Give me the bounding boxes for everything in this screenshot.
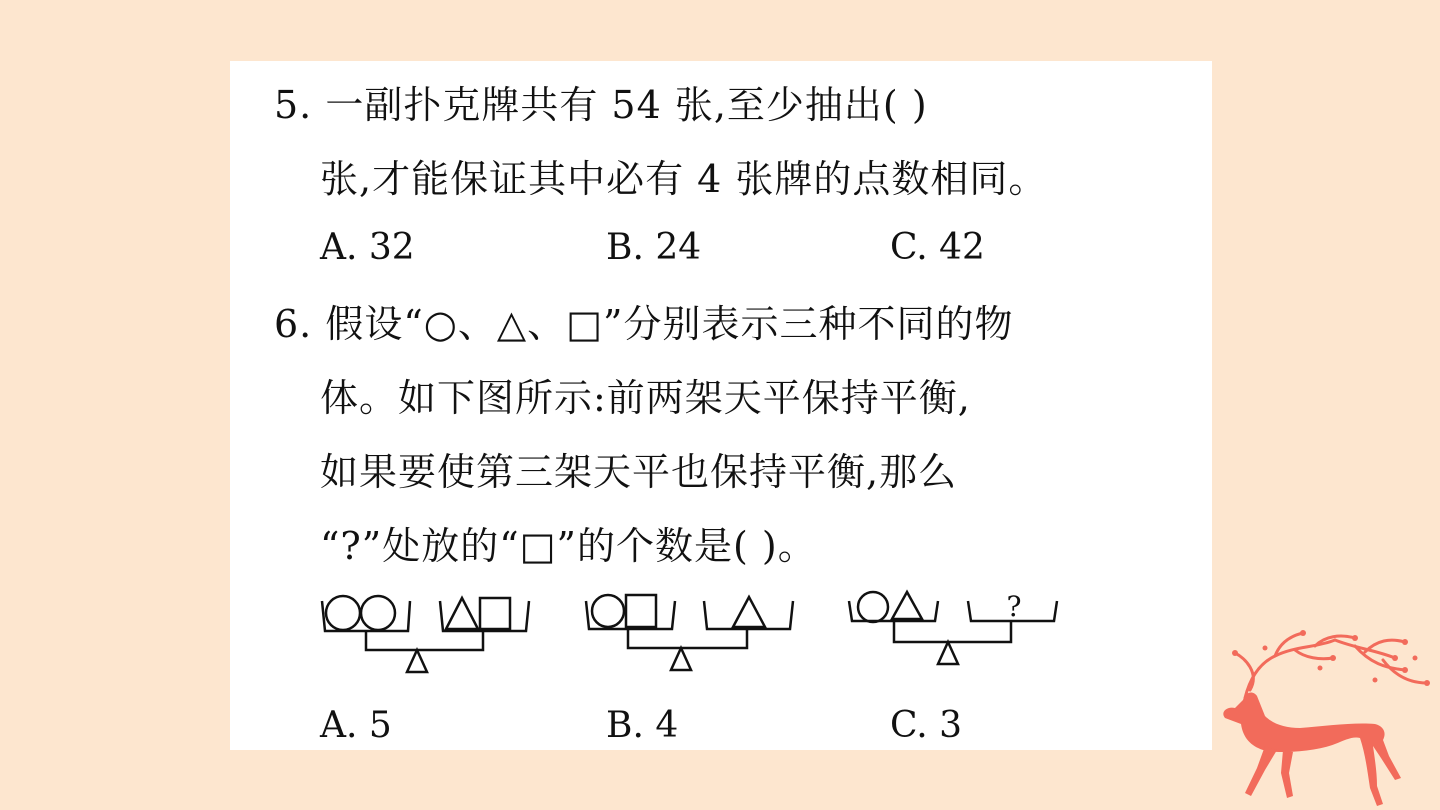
q5-option-a: A. 32 bbox=[320, 227, 415, 268]
circle-shape bbox=[361, 596, 395, 630]
q6-option-b: B. 4 bbox=[606, 705, 679, 746]
balance-scale-3 bbox=[849, 592, 1057, 664]
balance-scale-2 bbox=[586, 595, 793, 670]
circle-shape bbox=[858, 592, 888, 622]
circle-shape bbox=[592, 595, 624, 627]
question-mark: ? bbox=[1006, 590, 1022, 623]
q6-line3: 如果要使第三架天平也保持平衡,那么 bbox=[320, 450, 958, 494]
triangle-shape bbox=[733, 597, 765, 627]
q6-option-c: C. 3 bbox=[890, 705, 963, 746]
deer-decoration-icon bbox=[1205, 628, 1437, 808]
question-card bbox=[230, 61, 1212, 750]
square-shape bbox=[626, 595, 656, 627]
q5-option-c: C. 42 bbox=[890, 227, 985, 268]
q6-line1: 6. 假设“○、△、□”分别表示三种不同的物 bbox=[274, 302, 1014, 346]
balance-scales-figure bbox=[230, 61, 1212, 750]
circle-shape bbox=[326, 596, 360, 630]
balance-scale-1 bbox=[322, 596, 529, 672]
q5-line2: 张,才能保证其中必有 4 张牌的点数相同。 bbox=[320, 157, 1048, 201]
q6-option-a: A. 5 bbox=[320, 705, 392, 746]
triangle-shape bbox=[446, 598, 478, 629]
q5-option-b: B. 24 bbox=[606, 227, 702, 268]
q6-line4: “?”处放的“□”的个数是( )。 bbox=[320, 524, 817, 568]
q6-line2: 体。如下图所示:前两架天平保持平衡, bbox=[320, 376, 971, 420]
triangle-shape bbox=[892, 592, 922, 619]
square-shape bbox=[480, 598, 510, 629]
q5-line1: 5. 一副扑克牌共有 54 张,至少抽出( ) bbox=[274, 83, 928, 127]
